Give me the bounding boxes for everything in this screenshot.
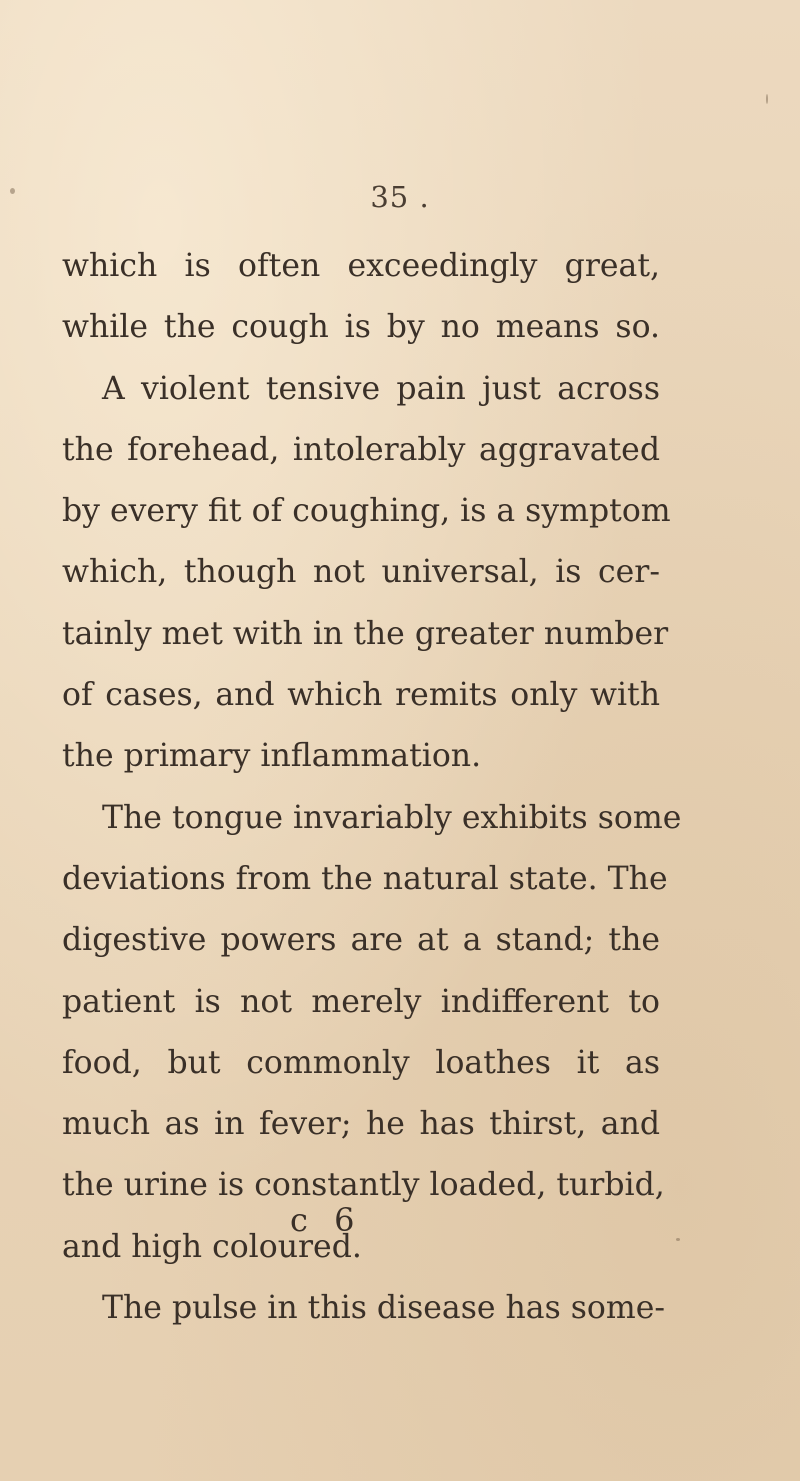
text-line: of cases, and which remits only with [62, 677, 660, 714]
text-line: which, though not universal, is cer- [62, 554, 660, 591]
page-number: 35 . [370, 180, 430, 214]
text-line: which is often exceedingly great, [62, 248, 660, 284]
text-line: the primary inflammation. [62, 738, 482, 775]
paper-speck [676, 1238, 680, 1241]
text-line: food, but commonly loathes it as [62, 1044, 660, 1081]
text-line: and high coloured. [62, 1228, 362, 1265]
text-line: tainly met with in the greater number [62, 615, 669, 652]
text-line: A violent tensive pain just across [102, 370, 660, 407]
text-line: much as in fever; he has thirst, and [62, 1106, 660, 1143]
paper-speck [766, 94, 768, 104]
text-line: The tongue invariably exhibits some [102, 799, 682, 836]
text-line: deviations from the natural state. The [62, 860, 668, 897]
signature-mark: c 6 [290, 1201, 363, 1239]
text-line: the forehead, intolerably aggravated [62, 431, 660, 468]
text-line: while the cough is by no means so. [62, 309, 660, 346]
text-line: by every fit of coughing, is a symptom [62, 493, 671, 530]
text-line: the urine is constantly loaded, turbid, [62, 1167, 665, 1204]
text-line: patient is not merely indifferent to [62, 983, 660, 1020]
body-text [62, 246, 682, 1349]
paper-speck [10, 188, 15, 194]
text-line: The pulse in this disease has some- [102, 1290, 666, 1327]
text-line: digestive powers are at a stand; the [62, 922, 660, 959]
